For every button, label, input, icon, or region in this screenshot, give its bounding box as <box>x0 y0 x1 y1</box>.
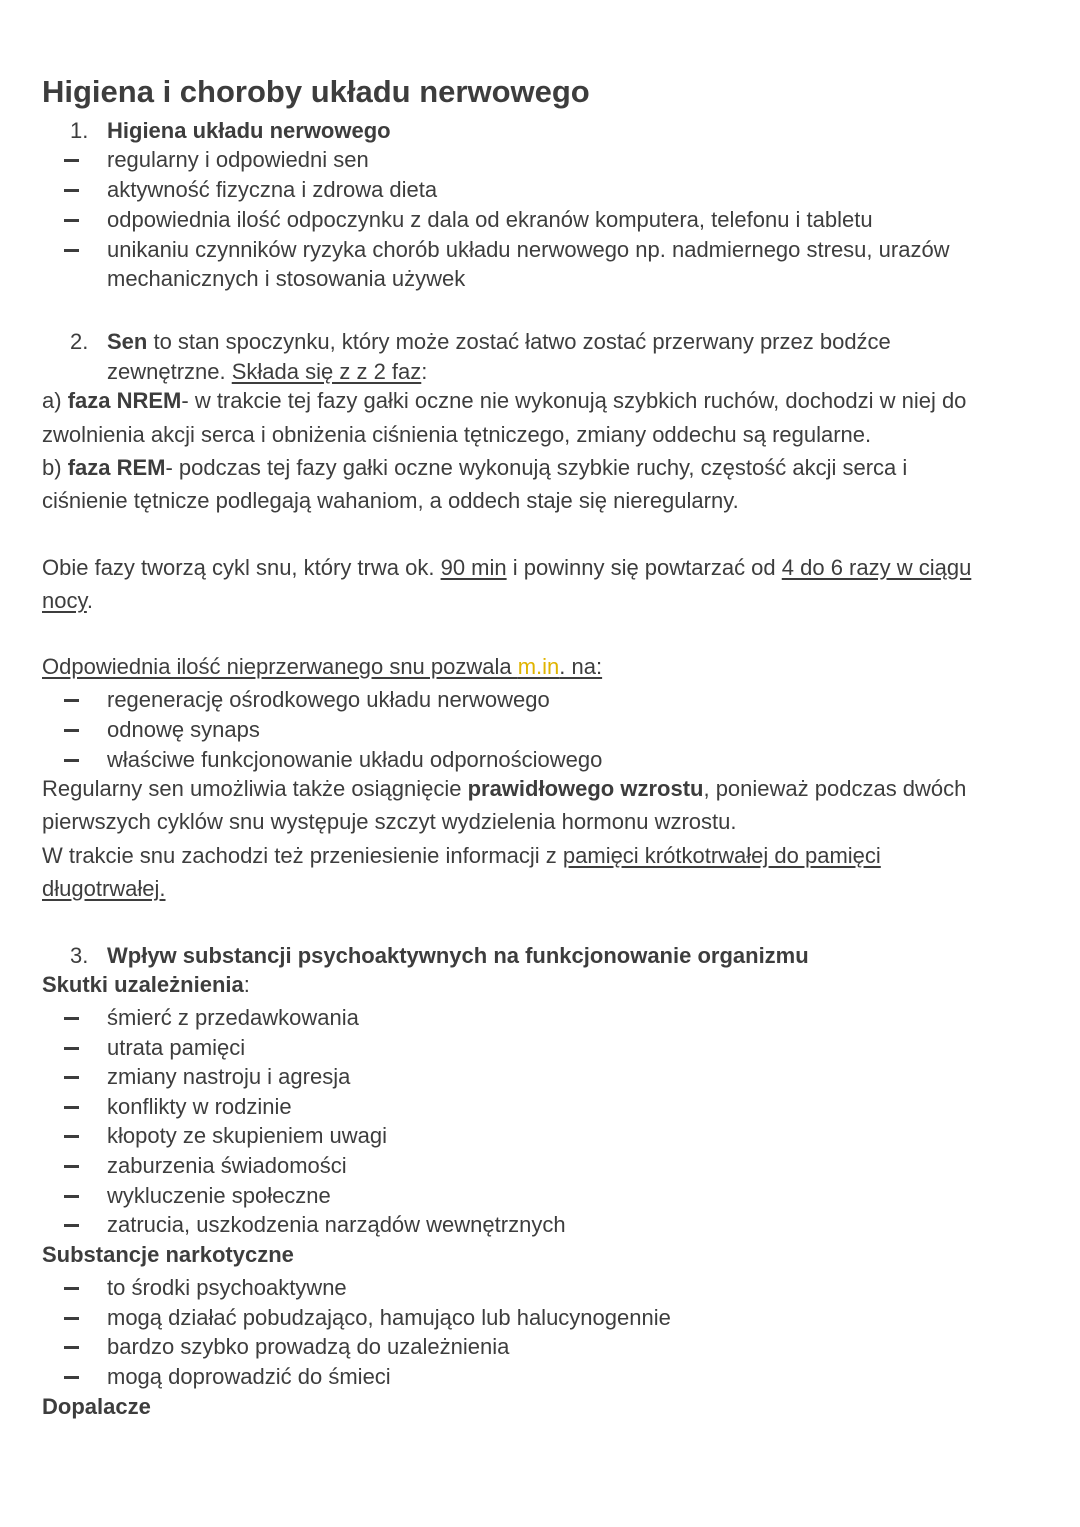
section-heading: Wpływ substancji psychoaktywnych na funkcjonowanie organizmu <box>107 943 809 968</box>
dash-bullet <box>64 1135 79 1138</box>
dash-bullet <box>64 1346 79 1349</box>
phase-rem: b) faza REM- podczas tej fazy gałki oczne wykonują szybkie ruchy, częstość akcji serca i <box>42 455 908 480</box>
dash-bullet <box>64 1224 79 1227</box>
list-item: konflikty w rodzinie <box>107 1094 292 1119</box>
list-item: mogą działać pobudzająco, hamująco lub halucynogennie <box>107 1305 671 1330</box>
list-item: zmiany nastroju i agresja <box>107 1064 351 1089</box>
list-item: śmierć z przedawkowania <box>107 1005 359 1030</box>
dash-bullet <box>64 249 79 252</box>
list-item-continuation: mechanicznych i stosowania używek <box>107 266 466 291</box>
drugs-heading: Substancje narkotyczne <box>42 1242 294 1267</box>
dash-bullet <box>64 1317 79 1320</box>
memory-paragraph: W trakcie snu zachodzi też przeniesienie informacji z pamięci krótkotrwałej do pamięci <box>42 843 881 868</box>
dash-bullet <box>64 1106 79 1109</box>
dash-bullet <box>64 219 79 222</box>
growth-paragraph-cont: pierwszych cyklów snu występuje szczyt wydzielenia hormonu wzrostu. <box>42 809 737 834</box>
phase-rem-cont: ciśnienie tętnicze podlegają wahaniom, a oddech staje się nieregularny. <box>42 488 739 513</box>
phase-nrem: a) faza NREM- w trakcie tej fazy gałki oczne nie wykonują szybkich ruchów, dochodzi w niej do <box>42 388 967 413</box>
boosters-heading: Dopalacze <box>42 1394 151 1419</box>
dash-bullet <box>64 729 79 732</box>
dash-bullet <box>64 1376 79 1379</box>
effects-heading: Skutki uzależnienia: <box>42 972 250 997</box>
section-number: 2. <box>70 329 89 354</box>
dash-bullet <box>64 1076 79 1079</box>
memory-paragraph-cont: długotrwałej. <box>42 876 166 901</box>
phase-nrem-cont: zwolnienia akcji serca i obniżenia ciśnienia tętniczego, zmiany oddechu są regularne. <box>42 422 872 447</box>
list-item: odnowę synaps <box>107 717 260 742</box>
dash-bullet <box>64 159 79 162</box>
list-item: bardzo szybko prowadzą do uzależnienia <box>107 1334 510 1359</box>
list-item: regularny i odpowiedni sen <box>107 147 369 172</box>
dash-bullet <box>64 189 79 192</box>
list-item: to środki psychoaktywne <box>107 1275 347 1300</box>
section-heading: Higiena układu nerwowego <box>107 118 391 143</box>
list-item: mogą doprowadzić do śmieci <box>107 1364 391 1389</box>
list-item: właściwe funkcjonowanie układu odpornościowego <box>107 747 603 772</box>
dash-bullet <box>64 759 79 762</box>
list-item: zaburzenia świadomości <box>107 1153 347 1178</box>
sleep-definition: Sen to stan spoczynku, który może zostać łatwo zostać przerwany przez bodźce <box>107 329 891 354</box>
section-number: 1. <box>70 118 89 143</box>
list-item: utrata pamięci <box>107 1035 246 1060</box>
dash-bullet <box>64 1047 79 1050</box>
growth-paragraph: Regularny sen umożliwia także osiągnięcie prawidłowego wzrostu, ponieważ podczas dwóch <box>42 776 967 801</box>
list-item: odpowiednia ilość odpoczynku z dala od ekranów komputera, telefonu i tabletu <box>107 207 873 232</box>
dash-bullet <box>64 1165 79 1168</box>
dash-bullet <box>64 699 79 702</box>
list-item: unikaniu czynników ryzyka chorób układu nerwowego np. nadmiernego stresu, urazów <box>107 237 950 262</box>
list-item: regenerację ośrodkowego układu nerwowego <box>107 687 550 712</box>
list-item: kłopoty ze skupieniem uwagi <box>107 1123 388 1148</box>
sleep-cycle-paragraph-cont: nocy. <box>42 588 93 613</box>
sleep-definition-cont: zewnętrzne. Składa się z z 2 faz: <box>107 359 428 384</box>
section-number: 3. <box>70 943 89 968</box>
dash-bullet <box>64 1017 79 1020</box>
page-title: Higiena i choroby układu nerwowego <box>42 74 590 109</box>
sleep-cycle-paragraph: Obie fazy tworzą cykl snu, który trwa ok. 90 min i powinny się powtarzać od 4 do 6 razy w ciągu <box>42 555 972 580</box>
dash-bullet <box>64 1195 79 1198</box>
sleep-benefits-heading: Odpowiednia ilość nieprzerwanego snu pozwala m.in. na: <box>42 654 603 679</box>
list-item: zatrucia, uszkodzenia narządów wewnętrznych <box>107 1212 566 1237</box>
list-item: wykluczenie społeczne <box>107 1183 331 1208</box>
dash-bullet <box>64 1287 79 1290</box>
list-item: aktywność fizyczna i zdrowa dieta <box>107 177 438 202</box>
